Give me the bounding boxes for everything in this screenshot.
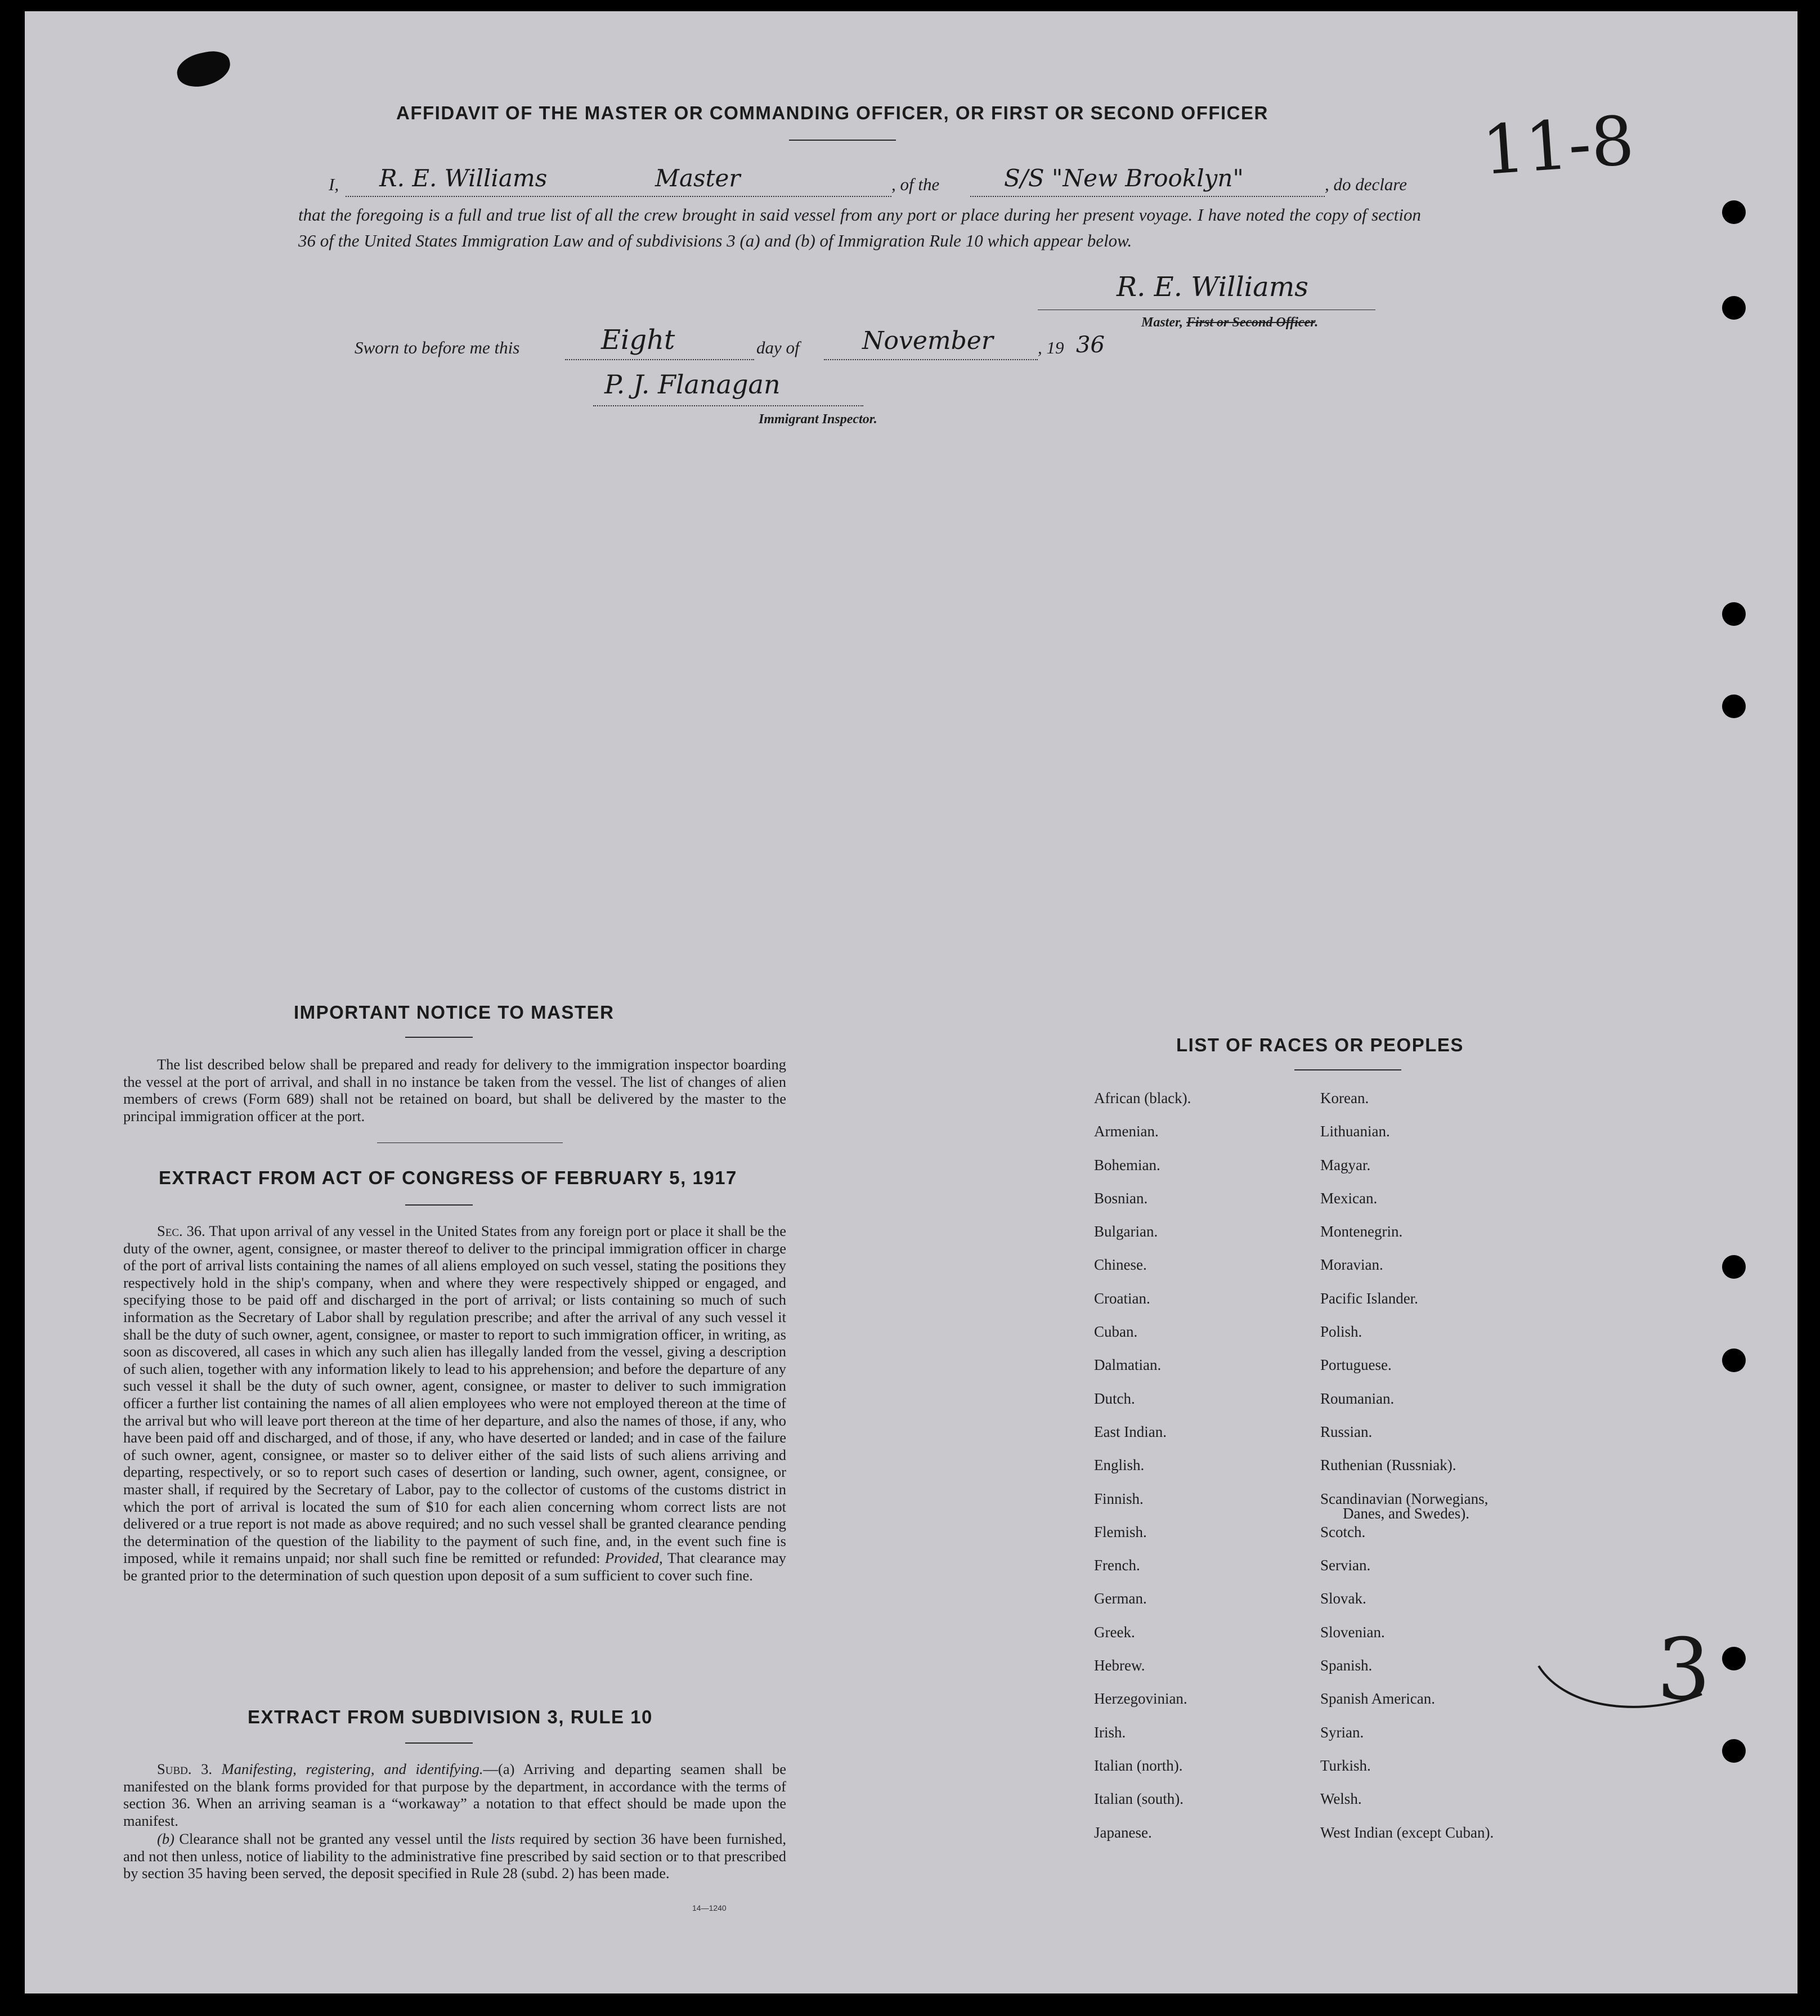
race-item: Spanish. bbox=[1320, 1657, 1373, 1674]
rule-subd-label: Subd. 3. bbox=[157, 1760, 213, 1777]
race-item: West Indian (except Cuban). bbox=[1320, 1824, 1494, 1841]
sworn-month: November bbox=[862, 326, 993, 355]
race-item: Dalmatian. bbox=[1094, 1356, 1162, 1374]
race-item: Armenian. bbox=[1094, 1123, 1159, 1140]
punch-hole bbox=[1722, 1255, 1746, 1279]
officer-name-line bbox=[346, 196, 891, 197]
do-declare-label: , do declare bbox=[1325, 174, 1407, 194]
race-item: Croatian. bbox=[1094, 1289, 1150, 1307]
rule-title-rule bbox=[405, 1742, 473, 1744]
race-item: Cuban. bbox=[1094, 1323, 1138, 1341]
punch-hole bbox=[1722, 200, 1746, 224]
race-item: East Indian. bbox=[1094, 1423, 1167, 1440]
race-item: Finnish. bbox=[1094, 1490, 1144, 1507]
punch-hole bbox=[1722, 296, 1746, 320]
act-section-36 bbox=[123, 1222, 786, 1584]
punch-hole bbox=[1722, 602, 1746, 626]
race-item: Dutch. bbox=[1094, 1390, 1135, 1407]
punch-hole bbox=[1722, 1349, 1746, 1372]
race-item: Italian (north). bbox=[1094, 1757, 1183, 1774]
race-item: Servian. bbox=[1320, 1557, 1371, 1574]
race-item: Italian (south). bbox=[1094, 1790, 1184, 1808]
sworn-prefix: Sworn to before me this bbox=[355, 338, 520, 357]
sworn-day: Eight bbox=[601, 324, 675, 356]
signature-caption bbox=[1141, 315, 1318, 330]
caption-end: . bbox=[1315, 315, 1319, 330]
race-item: Pacific Islander. bbox=[1320, 1289, 1418, 1307]
race-item-continuation: Danes, and Swedes). bbox=[1343, 1504, 1469, 1522]
race-item: Portuguese. bbox=[1320, 1356, 1392, 1374]
vessel-name-line bbox=[970, 196, 1325, 197]
race-item: English. bbox=[1094, 1457, 1145, 1474]
races-left-column bbox=[1094, 1090, 1191, 1857]
race-item: Mexican. bbox=[1320, 1189, 1378, 1207]
sworn-month-line bbox=[824, 359, 1038, 360]
rule-para-a bbox=[123, 1760, 786, 1829]
of-the-label: , of the bbox=[891, 174, 940, 194]
race-item: Greek. bbox=[1094, 1623, 1135, 1641]
race-item: Japanese. bbox=[1094, 1824, 1152, 1841]
races-right-column bbox=[1320, 1090, 1494, 1857]
race-item: Welsh. bbox=[1320, 1790, 1362, 1808]
race-item: Turkish. bbox=[1320, 1757, 1371, 1774]
form-number: 14—1240 bbox=[692, 1903, 727, 1912]
notice-text: The list described below shall be prepared and ready for delivery to the immigration inspector boarding the vessel at the port of arrival, and shall in no instance be taken from the vessel. The list of changes of alien members of crews (Form 689) shall not be retained on board, but shall be delivered by the master to the principal immigration officer at the port. bbox=[123, 1056, 786, 1125]
document-sheet bbox=[25, 11, 1797, 1993]
race-item: Ruthenian (Russniak). bbox=[1320, 1457, 1456, 1474]
race-item: Korean. bbox=[1320, 1090, 1369, 1106]
year-prefix: , 19 bbox=[1038, 338, 1064, 357]
race-item: Scandinavian (Norwegians, Danes, and Swedes). bbox=[1320, 1490, 1494, 1524]
caption-master: Master, bbox=[1141, 315, 1184, 330]
notice-title: IMPORTANT NOTICE TO MASTER bbox=[294, 1002, 615, 1023]
race-item: Lithuanian. bbox=[1320, 1123, 1390, 1140]
race-item: Bosnian. bbox=[1094, 1189, 1148, 1207]
rule-para-a-text: Arriving and departing seamen shall be manifested on the blank forms provided for that purpose by the department, in accordance with the terms of section 36. When an arriving seaman is a “workaway” a notation to that effect should be made upon the manifest. bbox=[123, 1760, 787, 1829]
circled-number-annotation: 3 bbox=[1657, 1621, 1711, 1719]
race-item: French. bbox=[1094, 1557, 1140, 1574]
race-item: Spanish American. bbox=[1320, 1690, 1435, 1708]
rule-title: EXTRACT FROM SUBDIVISION 3, RULE 10 bbox=[248, 1706, 653, 1727]
inspector-caption: Immigrant Inspector. bbox=[759, 412, 877, 427]
act-title: EXTRACT FROM ACT OF CONGRESS OF FEBRUARY 5, 1917 bbox=[159, 1167, 737, 1188]
act-provided-label: Provided, bbox=[605, 1549, 663, 1567]
declaration-text: that the foregoing is a full and true list of all the crew brought in said vessel from any port or place during her present voyage. I have noted the copy of section 36 of the United States Immigration Law and of subdivisions 3 (a) and (b) of Immigration Rule 10 which appear below. bbox=[298, 205, 1421, 250]
sworn-day-line bbox=[565, 359, 754, 360]
races-title: LIST OF RACES OR PEOPLES bbox=[1176, 1034, 1464, 1055]
rule-para-a-label: —(a) bbox=[483, 1760, 515, 1777]
race-item: Montenegrin. bbox=[1320, 1223, 1403, 1240]
rule-para-b-post: required by section 36 have been furnished, and not then unless, notice of liability to the administrative fine prescribed by said section or to that prescribed by section 35 having been served, the deposit specified in Rule 28 (subd. 2) has been made. bbox=[123, 1830, 787, 1882]
race-item: Herzegovinian. bbox=[1094, 1690, 1187, 1708]
sworn-year: 36 bbox=[1076, 332, 1105, 358]
race-item: Scotch. bbox=[1320, 1523, 1366, 1540]
race-item: African (black). bbox=[1094, 1090, 1191, 1106]
act-section-text: That upon arrival of any vessel in the United States from any foreign port or place it shall be the duty of the owner, agent, consignee, or master thereof to deliver to the principal immigration officer in charge of the port of arrival lists containing the names of all aliens employed on such vessel, stating the positions they respectively hold in the ship's company, when and where they were respectively shipped or engaged, and specifying those to be paid off and discharged in the port of arrival; or lists containing so much of such information as the Secretary of Labor shall by regulation prescribe; and after the arrival of any such vessel it shall be the duty of such owner, agent, consignee, or master to report to such immigration officer, in writing, as soon as discovered, all cases in which any such alien has illegally landed from the vessel, giving a description of such alien, together with any information likely to lead to his apprehension; and before the departure of any such vessel it shall be the duty of such owner, agent, consignee, or master to deliver to such immigration officer a further list containing the names of all alien employees who were not employed thereon at the time of the arrival but who will leave port thereon at the time of her departure, and also the names of those, if any, who have been paid off and discharged, and of those, if any, who have deserted or landed; and in case of the failure of such owner, agent, consignee, or master so to deliver either of the said lists of such aliens arriving and departing, respectively, or so to report such cases of desertion or landing, such owner, agent, consignee, or master shall, if required by the Secretary of Labor, pay to the collector of customs of the customs district in which the port of arrival is located the sum of $10 for each alien concerning whom correct lists are not delivered or a true report is not made as above required; and no such vessel shall be granted clearance pending the determination of the question of the liability to the payment of such fine, and, in the event such fine is imposed, while it remains unpaid; nor shall such fine be remitted or refunded: bbox=[123, 1222, 786, 1567]
officer-name: R. E. Williams bbox=[379, 164, 548, 192]
race-item: Bohemian. bbox=[1094, 1156, 1160, 1173]
intro-i: I, bbox=[329, 174, 339, 194]
punch-hole bbox=[1722, 1647, 1746, 1670]
race-item: Russian. bbox=[1320, 1423, 1373, 1440]
race-item: Moravian. bbox=[1320, 1256, 1383, 1274]
rule-para-b-lists: lists bbox=[491, 1830, 515, 1847]
ink-blot bbox=[174, 48, 234, 91]
race-item: Slovenian. bbox=[1320, 1623, 1385, 1641]
annotation-arc bbox=[1533, 1632, 1713, 1722]
vessel-name: S/S "New Brooklyn" bbox=[1004, 164, 1244, 192]
races-title-rule bbox=[1294, 1069, 1401, 1070]
race-item: Roumanian. bbox=[1320, 1390, 1395, 1407]
punch-hole bbox=[1722, 695, 1746, 718]
act-provided-text: That clearance may be granted prior to the determination of such question upon deposit of a sum sufficient to cover such fine. bbox=[123, 1549, 787, 1584]
race-item: Syrian. bbox=[1320, 1723, 1364, 1741]
punch-hole bbox=[1722, 1739, 1746, 1763]
inspector-signature-line bbox=[593, 405, 863, 406]
race-item: Hebrew. bbox=[1094, 1657, 1145, 1674]
page-number-annotation: 11-8 bbox=[1480, 101, 1637, 191]
race-item: Polish. bbox=[1320, 1323, 1362, 1341]
race-item: German. bbox=[1094, 1590, 1147, 1607]
caption-struck-officer: First or Second Officer bbox=[1186, 315, 1315, 330]
rule-subd-heading: Manifesting, registering, and identifying. bbox=[221, 1760, 483, 1777]
title-rule bbox=[789, 140, 896, 141]
rule-para-b-label: (b) bbox=[157, 1830, 174, 1847]
affidavit-title: AFFIDAVIT OF THE MASTER OR COMMANDING OFFICER, OR FIRST OR SECOND OFFICER bbox=[396, 102, 1268, 123]
day-of-label: day of bbox=[756, 338, 800, 357]
act-title-rule bbox=[405, 1204, 473, 1206]
master-signature: R. E. Williams bbox=[1117, 271, 1308, 303]
race-item: Irish. bbox=[1094, 1723, 1126, 1741]
race-item: Flemish. bbox=[1094, 1523, 1147, 1540]
act-section-label: Sec. 36. bbox=[157, 1222, 205, 1239]
notice-title-rule bbox=[405, 1037, 473, 1038]
race-item: Magyar. bbox=[1320, 1156, 1371, 1173]
rule-para-b-pre: Clearance shall not be granted any vessel until the bbox=[179, 1830, 486, 1847]
officer-rank: Master bbox=[655, 164, 741, 192]
inspector-signature: P. J. Flanagan bbox=[604, 369, 781, 400]
race-item: Chinese. bbox=[1094, 1256, 1147, 1274]
race-item: Bulgarian. bbox=[1094, 1223, 1158, 1240]
rule-para-b bbox=[123, 1830, 786, 1882]
race-item: Slovak. bbox=[1320, 1590, 1366, 1607]
